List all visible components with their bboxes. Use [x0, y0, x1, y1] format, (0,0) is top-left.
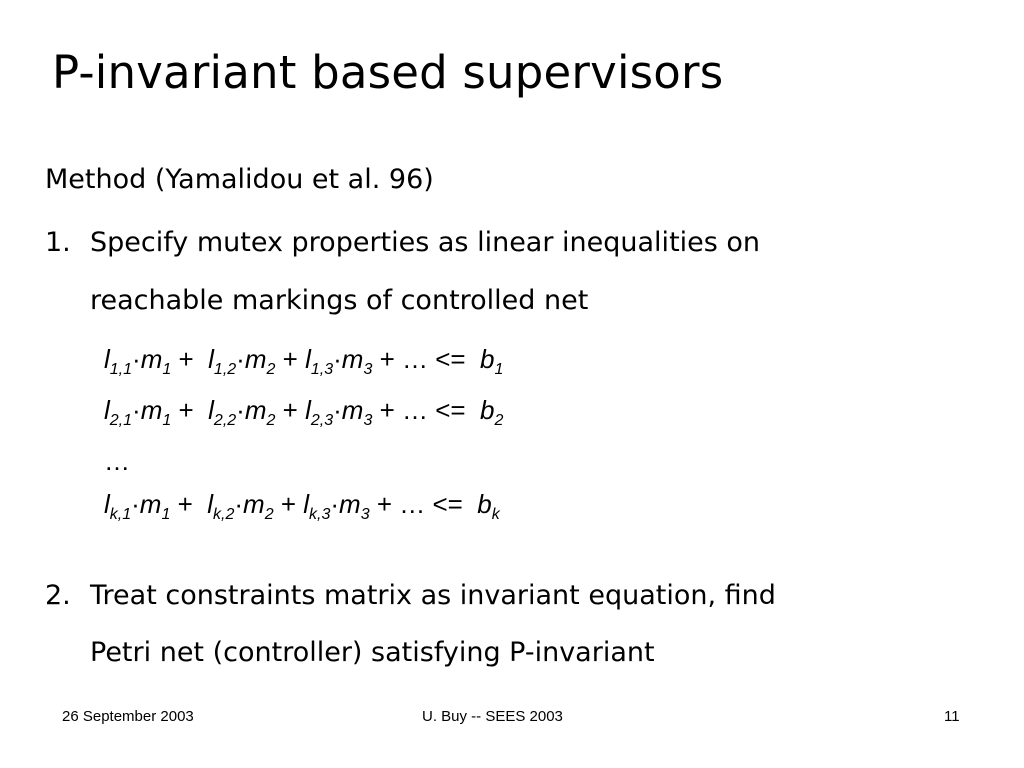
item-1-line-2: reachable markings of controlled net	[90, 285, 589, 316]
inequality-ellipsis: …	[104, 446, 130, 476]
item-1-number: 1.	[45, 227, 71, 258]
slide-title: P-invariant based supervisors	[52, 46, 724, 99]
item-2-line-2: Petri net (controller) satisfying P-invariant	[90, 637, 655, 668]
inequality-row-k: $l_{k,1}\cdot m_1 + l_{k,2}\cdot m_2 + l_{k,3}\cdot m_3$ + … <= $b_k$	[104, 489, 500, 523]
inequality-row-1: $l_{1,1}\cdot m_1 + l_{1,2}\cdot m_2 + l_{1,3}\cdot m_3$ + … <= $b_1$	[104, 344, 504, 378]
method-line: Method (Yamalidou et al. 96)	[45, 164, 434, 195]
item-1-line-1: Specify mutex properties as linear inequalities on	[90, 227, 761, 258]
footer-author-event: U. Buy -- SEES 2003	[422, 708, 563, 725]
item-2-line-1: Treat constraints matrix as invariant equation, find	[90, 580, 776, 611]
item-2-number: 2.	[45, 580, 71, 611]
inequality-row-2: $l_{2,1}\cdot m_1 + l_{2,2}\cdot m_2 + l_{2,3}\cdot m_3$ + … <= $b_2$	[104, 395, 504, 429]
footer-date: 26 September 2003	[62, 708, 194, 725]
footer-page-number: 11	[944, 708, 960, 725]
